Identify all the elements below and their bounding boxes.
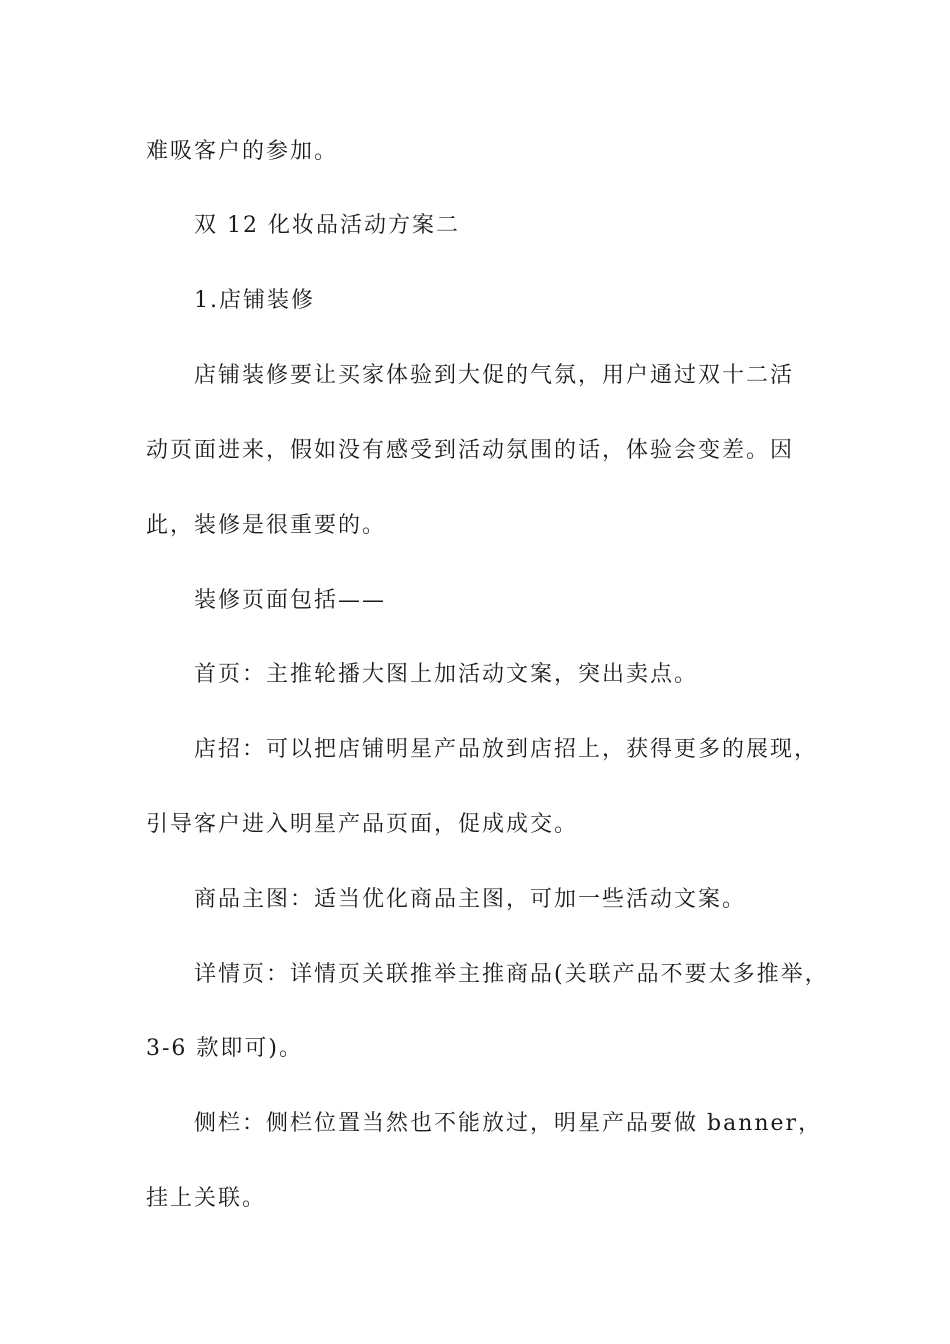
paragraph-line: 3-6 款即可)。 (146, 1036, 304, 1061)
paragraph-line: 挂上关联。 (146, 1186, 267, 1211)
paragraph-line: 侧栏：侧栏位置当然也不能放过，明星产品要做 banner， (194, 1111, 823, 1136)
paragraph-line: 装修页面包括—— (194, 588, 387, 613)
paragraph-line: 难吸客户的参加。 (146, 139, 339, 164)
paragraph-line: 此，装修是很重要的。 (146, 513, 387, 538)
paragraph-line: 店招：可以把店铺明星产品放到店招上，获得更多的展现， (194, 737, 819, 762)
paragraph-line: 店铺装修要让买家体验到大促的气氛，用户通过双十二活 (194, 363, 795, 388)
subsection-heading: 1.店铺装修 (194, 288, 315, 313)
paragraph-line: 动页面进来，假如没有感受到活动氛围的话，体验会变差。因 (146, 438, 795, 463)
paragraph-line: 首页：主推轮播大图上加活动文案，突出卖点。 (194, 662, 699, 687)
paragraph-line: 商品主图：适当优化商品主图，可加一些活动文案。 (194, 887, 747, 912)
section-title: 双 12 化妆品活动方案二 (194, 213, 460, 238)
paragraph-line: 引导客户进入明星产品页面，促成成交。 (146, 812, 579, 837)
paragraph-line: 详情页：详情页关联推举主推商品(关联产品不要太多推举， (194, 962, 829, 987)
